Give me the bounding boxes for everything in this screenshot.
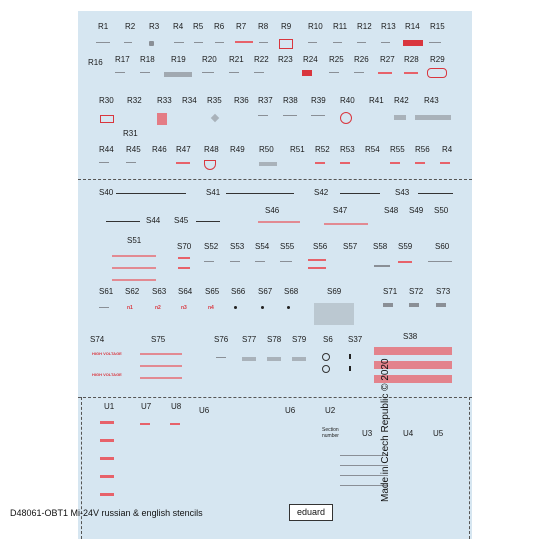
stencil-red-text — [415, 162, 425, 164]
decal-label: R56 — [415, 145, 430, 154]
stencil-line — [280, 261, 292, 262]
stencil-text-block — [267, 357, 281, 361]
stencil-symbol — [149, 41, 154, 46]
decal-label: R53 — [340, 145, 355, 154]
stencil-text-block — [242, 357, 256, 361]
decal-label: S54 — [255, 242, 270, 251]
stencil-line — [258, 115, 268, 116]
stencil-ruler — [106, 221, 140, 222]
decal-label: U3 — [362, 429, 373, 438]
decal-label: R8 — [258, 22, 269, 31]
stencil-red-block — [403, 40, 423, 46]
stencil-red-text — [398, 261, 412, 263]
stencil-red-text — [140, 423, 150, 425]
stencil-red-text — [258, 221, 300, 223]
decal-label: R24 — [303, 55, 318, 64]
stencil-line — [308, 42, 317, 43]
decal-label: R40 — [340, 96, 355, 105]
stencil-red-text — [178, 267, 190, 269]
stencil-line — [333, 42, 342, 43]
stencil-circle — [322, 353, 330, 361]
stencil-red-text — [112, 267, 156, 269]
decal-label: R30 — [99, 96, 114, 105]
decal-label: S43 — [395, 188, 410, 197]
decal-label: R42 — [394, 96, 409, 105]
decal-label: R27 — [380, 55, 395, 64]
copyright-text: Made in Czech Republic © 2020 — [380, 358, 391, 502]
decal-label: R31 — [123, 129, 138, 138]
stencil-red-block — [302, 70, 312, 76]
stencil-line — [194, 42, 203, 43]
stencil-line — [329, 72, 339, 73]
decal-label: R3 — [149, 22, 160, 31]
decal-label: R7 — [236, 22, 247, 31]
stencil-dot — [261, 306, 264, 309]
decal-label: U8 — [171, 402, 182, 411]
stencil-red-box — [279, 39, 293, 49]
decal-label: S67 — [258, 287, 273, 296]
decal-label: S57 — [343, 242, 358, 251]
decal-label: R46 — [152, 145, 167, 154]
stencil-line — [354, 72, 364, 73]
decal-label: R48 — [204, 145, 219, 154]
stencil-red-text — [100, 421, 114, 424]
stencil-red-text — [404, 72, 418, 74]
stencil-text-block — [292, 357, 306, 361]
stencil-red-text — [140, 377, 182, 379]
stencil-red-text — [170, 423, 180, 425]
decal-label: S59 — [398, 242, 413, 251]
stencil-line — [124, 42, 132, 43]
stencil-line — [311, 115, 325, 116]
decal-label: R28 — [404, 55, 419, 64]
n1-label: n1 — [127, 305, 133, 311]
decal-label: R49 — [230, 145, 245, 154]
section-number-note: Section number — [322, 427, 339, 439]
stencil-red-circle — [340, 112, 352, 124]
decal-label: R12 — [357, 22, 372, 31]
decal-label: S58 — [373, 242, 388, 251]
decal-label: R19 — [171, 55, 186, 64]
decal-label: S51 — [127, 236, 142, 245]
decal-label: S53 — [230, 242, 245, 251]
stencil-red-text — [140, 353, 182, 355]
decal-label: U6 — [199, 406, 210, 415]
stencil-dot — [234, 306, 237, 309]
stencil-line — [283, 115, 297, 116]
decal-label: R18 — [140, 55, 155, 64]
stencil-red-text — [235, 41, 253, 43]
decal-label: R35 — [207, 96, 222, 105]
stencil-symbol — [409, 303, 419, 307]
stencil-red-text — [112, 279, 156, 281]
decal-label: S42 — [314, 188, 329, 197]
decal-label: U2 — [325, 406, 336, 415]
decal-label: S76 — [214, 335, 229, 344]
stencil-text-block — [164, 72, 192, 77]
decal-label: R17 — [115, 55, 130, 64]
high-voltage-text: HIGH VOLTAGE — [92, 372, 122, 377]
n4-label: n4 — [208, 305, 214, 311]
decal-label: R9 — [281, 22, 292, 31]
decal-label: R2 — [125, 22, 136, 31]
decal-label: R39 — [311, 96, 326, 105]
decal-label: R45 — [126, 145, 141, 154]
decal-label: R15 — [430, 22, 445, 31]
stencil-red-text — [440, 162, 450, 164]
decal-label: R51 — [290, 145, 305, 154]
stencil-ruler — [418, 193, 453, 194]
decal-label: S56 — [313, 242, 328, 251]
stencil-text-block — [259, 162, 277, 166]
decal-label: R20 — [202, 55, 217, 64]
decal-label: R4 — [442, 145, 453, 154]
stencil-line — [429, 42, 441, 43]
decal-label: S74 — [90, 335, 105, 344]
decal-label: S46 — [265, 206, 280, 215]
stencil-line — [255, 261, 265, 262]
n2-label: n2 — [155, 305, 161, 311]
decal-label: R38 — [283, 96, 298, 105]
stencil-ruler — [116, 193, 186, 194]
decal-label: R43 — [424, 96, 439, 105]
decal-label: S61 — [99, 287, 114, 296]
decal-label: R5 — [193, 22, 204, 31]
stencil-line — [115, 72, 125, 73]
stencil-ruler — [196, 221, 220, 222]
decal-sheet — [78, 11, 472, 539]
stencil-line — [357, 42, 366, 43]
stencil-arrow — [349, 354, 351, 359]
stencil-red-text — [324, 223, 368, 225]
decal-label: R11 — [333, 22, 348, 31]
decal-label: S49 — [409, 206, 424, 215]
stencil-symbol — [383, 303, 393, 307]
sheet-title: D48061-OBT1 Mi-24V russian & english stencils — [10, 508, 203, 518]
stencil-line — [254, 72, 264, 73]
stencil-ruler — [340, 193, 380, 194]
stencil-line — [202, 72, 214, 73]
stencil-red-text — [176, 162, 190, 164]
stencil-line — [374, 265, 390, 267]
stencil-red-oval — [427, 68, 447, 78]
decal-label: S65 — [205, 287, 220, 296]
decal-label: R52 — [315, 145, 330, 154]
decal-label: R23 — [278, 55, 293, 64]
stencil-red-shield — [204, 160, 216, 170]
decal-label: R55 — [390, 145, 405, 154]
decal-label: R34 — [182, 96, 197, 105]
stencil-red-box — [100, 115, 114, 123]
stencil-line — [99, 307, 109, 308]
decal-label: S66 — [231, 287, 246, 296]
decal-label: S47 — [333, 206, 348, 215]
decal-label: R50 — [259, 145, 274, 154]
decal-label: R26 — [354, 55, 369, 64]
stencil-line — [229, 72, 239, 73]
decal-label: R14 — [405, 22, 420, 31]
stencil-red-arrows — [374, 347, 452, 355]
decal-label: R37 — [258, 96, 273, 105]
stencil-line — [99, 162, 109, 163]
decal-label: U4 — [403, 429, 414, 438]
stencil-line — [230, 261, 240, 262]
stencil-line — [126, 162, 136, 163]
stencil-text-block — [415, 115, 451, 120]
stencil-line — [381, 42, 390, 43]
decal-label: S78 — [267, 335, 282, 344]
stencil-red-text — [315, 162, 325, 164]
stencil-red-text — [100, 457, 114, 460]
stencil-circle — [322, 365, 330, 373]
decal-label: S70 — [177, 242, 192, 251]
stencil-red-text — [100, 475, 114, 478]
stencil-line — [140, 72, 150, 73]
stencil-red-text — [340, 162, 350, 164]
stencil-line — [96, 42, 110, 43]
decal-label: S45 — [174, 216, 189, 225]
n3-label: n3 — [181, 305, 187, 311]
decal-label: R54 — [365, 145, 380, 154]
stencil-red-text — [178, 257, 190, 259]
section-divider — [78, 397, 472, 398]
decal-label: R29 — [430, 55, 445, 64]
decal-label: R33 — [157, 96, 172, 105]
decal-label: S68 — [284, 287, 299, 296]
decal-label: S60 — [435, 242, 450, 251]
decal-label: R44 — [99, 145, 114, 154]
decal-label: S77 — [242, 335, 257, 344]
stencil-line — [428, 261, 452, 262]
decal-label: R1 — [98, 22, 109, 31]
stencil-line — [259, 42, 268, 43]
stencil-red-text — [308, 259, 326, 261]
stencil-line — [216, 357, 226, 358]
stencil-text-block — [394, 115, 406, 120]
stencil-red-text — [140, 365, 182, 367]
decal-label: S38 — [403, 332, 418, 341]
section-divider — [78, 179, 472, 180]
decal-label: S37 — [348, 335, 363, 344]
stencil-symbol — [211, 114, 219, 122]
decal-label: U7 — [141, 402, 152, 411]
decal-label: R16 — [88, 58, 103, 67]
decal-label: S48 — [384, 206, 399, 215]
decal-label: S75 — [151, 335, 166, 344]
decal-label: S40 — [99, 188, 114, 197]
decal-label: S44 — [146, 216, 161, 225]
decal-label: R47 — [176, 145, 191, 154]
decal-label: R36 — [234, 96, 249, 105]
stencil-red-text — [112, 255, 156, 257]
decal-label: R32 — [127, 96, 142, 105]
decal-label: R25 — [329, 55, 344, 64]
decal-label: S55 — [280, 242, 295, 251]
stencil-red-text — [100, 439, 114, 442]
decal-label: S62 — [125, 287, 140, 296]
decal-label: S79 — [292, 335, 307, 344]
high-voltage-text: HIGH VOLTAGE — [92, 351, 122, 356]
stencil-line — [204, 261, 214, 262]
decal-label: S63 — [152, 287, 167, 296]
stencil-red-text — [308, 267, 326, 269]
decal-label: S50 — [434, 206, 449, 215]
decal-label: R13 — [381, 22, 396, 31]
decal-label: U6 — [285, 406, 296, 415]
decal-label: S72 — [409, 287, 424, 296]
stencil-line — [215, 42, 224, 43]
stencil-red-text — [157, 113, 167, 125]
decal-label: R21 — [229, 55, 244, 64]
decal-label: R41 — [369, 96, 384, 105]
eduard-logo: eduard — [289, 504, 333, 521]
decal-label: U5 — [433, 429, 444, 438]
decal-label: S6 — [323, 335, 333, 344]
stencil-dot-group — [314, 303, 354, 325]
decal-label: R22 — [254, 55, 269, 64]
stencil-symbol — [436, 303, 446, 307]
decal-label: S52 — [204, 242, 219, 251]
stencil-red-text — [378, 72, 392, 74]
decal-label: S41 — [206, 188, 221, 197]
decal-label: S71 — [383, 287, 398, 296]
decal-label: R4 — [173, 22, 184, 31]
decal-label: S64 — [178, 287, 193, 296]
decal-label: U1 — [104, 402, 115, 411]
stencil-red-text — [100, 493, 114, 496]
stencil-dot — [287, 306, 290, 309]
section-divider — [469, 397, 470, 539]
decal-label: R6 — [214, 22, 225, 31]
decal-label: S73 — [436, 287, 451, 296]
stencil-arrow — [349, 366, 351, 371]
decal-label: R10 — [308, 22, 323, 31]
stencil-ruler — [226, 193, 294, 194]
stencil-line — [174, 42, 184, 43]
stencil-red-text — [390, 162, 400, 164]
decal-label: S69 — [327, 287, 342, 296]
